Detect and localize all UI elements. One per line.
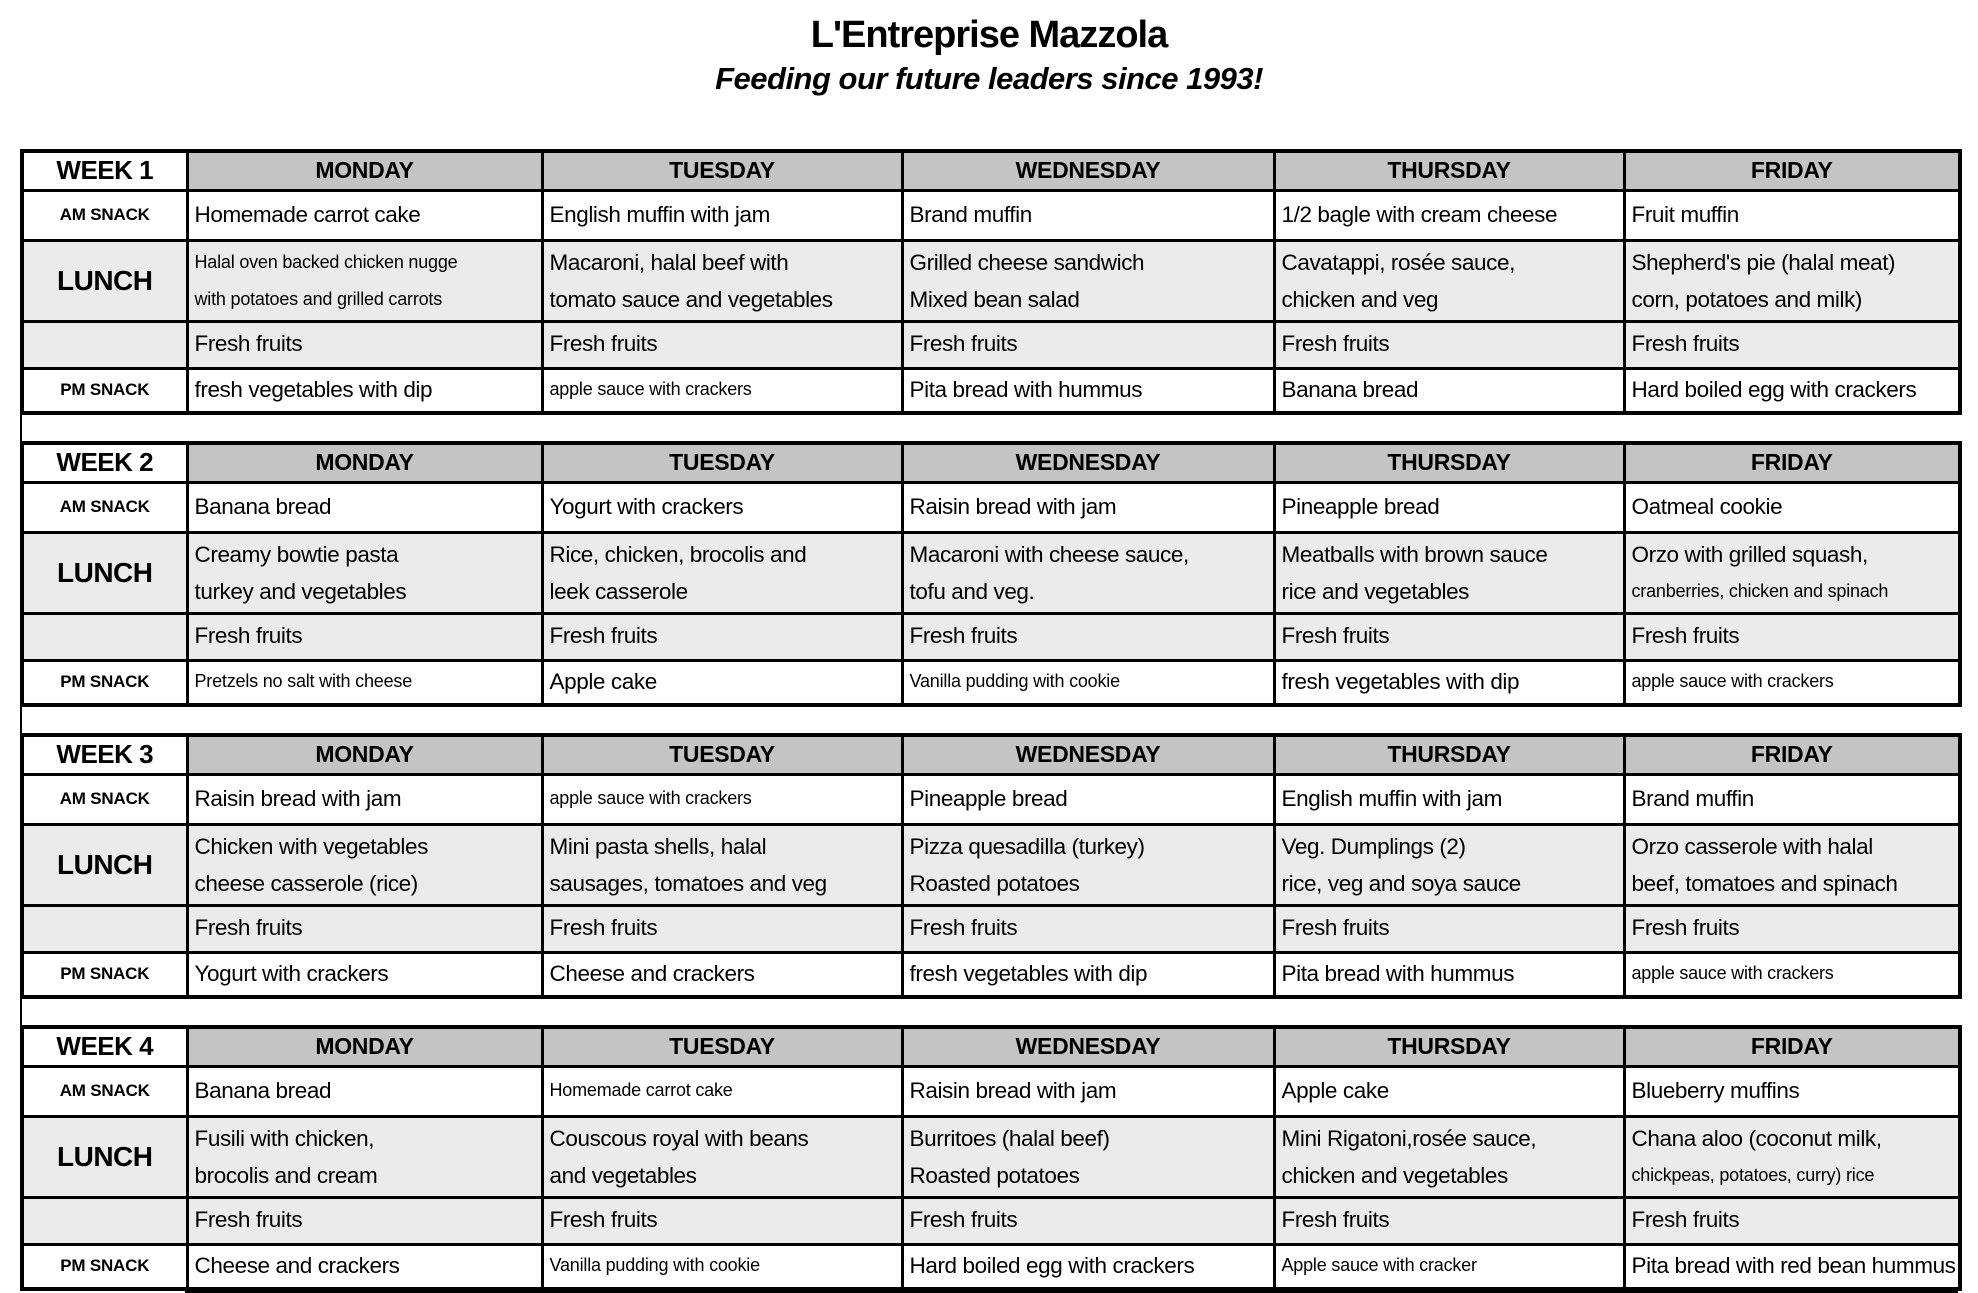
menu-item-text: Brand muffin — [1631, 785, 1754, 811]
menu-cell — [1624, 824, 1960, 905]
menu-row-pm — [22, 1244, 1960, 1289]
menu-cell — [1274, 321, 1624, 368]
day-header: FRIDAY — [1624, 443, 1960, 483]
menu-item-text: Shepherd's pie (halal meat) — [1631, 249, 1896, 275]
menu-item-text: Banana bread — [194, 493, 332, 519]
menu-cell — [542, 952, 902, 997]
menu-row-lunch — [22, 240, 1960, 321]
week-gap — [20, 707, 1960, 733]
menu-item-text: Couscous royal with beans — [549, 1125, 809, 1151]
menu-cell — [542, 482, 902, 532]
day-header: TUESDAY — [542, 151, 902, 191]
menu-cell — [1624, 1066, 1960, 1116]
menu-cell — [902, 1066, 1274, 1116]
menu-item-text: Hard boiled egg with crackers — [1631, 376, 1917, 402]
menu-cell — [1624, 532, 1960, 613]
menu-item-text: Fruit muffin — [1631, 201, 1739, 227]
menu-cell — [1624, 321, 1960, 368]
menu-cell — [902, 1116, 1274, 1197]
menu-item-text: Fresh fruits — [194, 1207, 303, 1233]
menu-item-text: apple sauce with crackers — [1631, 963, 1834, 984]
menu-item-text: English muffin with jam — [1281, 785, 1502, 811]
menu-cell — [1274, 952, 1624, 997]
menu-item-text: corn, potatoes and milk) — [1631, 286, 1863, 312]
menu-item-text: Raisin bread with jam — [194, 785, 402, 811]
menu-item-text: Fresh fruits — [1631, 623, 1740, 649]
menu-cell — [1624, 905, 1960, 952]
menu-item-text: rice, veg and soya sauce — [1281, 870, 1521, 896]
menu-row-am — [22, 1066, 1960, 1116]
menu-item-text: Orzo with grilled squash, — [1631, 541, 1868, 567]
menu-item-text: Blueberry muffins — [1631, 1077, 1800, 1103]
menu-item-text: Pretzels no salt with cheese — [194, 671, 413, 692]
menu-item-text: apple sauce with crackers — [549, 379, 752, 400]
menu-cell — [1624, 482, 1960, 532]
menu-item-text: Pineapple bread — [1281, 493, 1440, 519]
menu-cell — [542, 905, 902, 952]
menu-item-text: Fresh fruits — [1631, 331, 1740, 357]
menu-cell — [187, 824, 542, 905]
menu-item-text: Chicken with vegetables — [194, 833, 428, 859]
menu-item-text: Fresh fruits — [194, 331, 303, 357]
menu-cell — [902, 613, 1274, 660]
menu-item-text: Mixed bean salad — [909, 286, 1080, 312]
menu-item-text: Fresh fruits — [1281, 1207, 1390, 1233]
menu-item-text: Apple sauce with cracker — [1281, 1255, 1477, 1276]
menu-item-text: Creamy bowtie pasta — [194, 541, 399, 567]
menu-cell — [542, 1244, 902, 1289]
menu-cell — [902, 660, 1274, 705]
menu-item-text: Fresh fruits — [194, 623, 303, 649]
menu-cell — [902, 824, 1274, 905]
menu-cell — [902, 368, 1274, 413]
menu-item-text: rice and vegetables — [1281, 578, 1470, 604]
menu-cell — [1274, 1066, 1624, 1116]
grid-bottom-line — [185, 1291, 1958, 1293]
menu-cell — [902, 190, 1274, 240]
menu-item-text: chicken and vegetables — [1281, 1162, 1508, 1188]
row-label-fruit — [22, 613, 187, 660]
row-label-fruit — [22, 905, 187, 952]
menu-cell — [187, 1197, 542, 1244]
week-table — [20, 149, 1962, 415]
menu-row-fruit — [22, 321, 1960, 368]
menu-item-text: Roasted potatoes — [909, 1162, 1080, 1188]
menu-cell — [187, 1244, 542, 1289]
menu-cell — [1624, 190, 1960, 240]
row-label-fruit — [22, 1197, 187, 1244]
menu-item-text: apple sauce with crackers — [549, 788, 752, 809]
row-label-am: AM SNACK — [22, 190, 187, 240]
menu-cell — [1274, 613, 1624, 660]
menu-cell — [1624, 1197, 1960, 1244]
day-header: THURSDAY — [1274, 735, 1624, 775]
menu-cell — [1274, 368, 1624, 413]
menu-item-text: Brand muffin — [909, 201, 1032, 227]
day-header: THURSDAY — [1274, 1027, 1624, 1067]
menu-item-text: Banana bread — [1281, 376, 1419, 402]
menu-row-lunch — [22, 532, 1960, 613]
menu-item-text: Fresh fruits — [909, 915, 1018, 941]
menu-item-text: Banana bread — [194, 1077, 332, 1103]
menu-item-text: Fresh fruits — [549, 915, 658, 941]
menu-item-text: Oatmeal cookie — [1631, 493, 1783, 519]
page-subtitle: Feeding our future leaders since 1993! — [715, 60, 1263, 96]
menu-cell — [1274, 240, 1624, 321]
menu-cell — [1274, 1116, 1624, 1197]
menu-item-text: Fresh fruits — [1281, 915, 1390, 941]
day-header: WEDNESDAY — [902, 151, 1274, 191]
menu-row-pm — [22, 660, 1960, 705]
menu-cell — [187, 905, 542, 952]
menu-item-text: tomato sauce and vegetables — [549, 286, 833, 312]
menu-item-text: leek casserole — [549, 578, 688, 604]
menu-item-text: Roasted potatoes — [909, 870, 1080, 896]
menu-row-pm — [22, 368, 1960, 413]
menu-item-text: Fresh fruits — [549, 1207, 658, 1233]
day-header: TUESDAY — [542, 735, 902, 775]
menu-row-am — [22, 482, 1960, 532]
menu-cell — [1274, 532, 1624, 613]
day-header: TUESDAY — [542, 443, 902, 483]
row-label-lunch: LUNCH — [22, 1116, 187, 1197]
day-header: TUESDAY — [542, 1027, 902, 1067]
menu-cell — [902, 952, 1274, 997]
menu-row-fruit — [22, 613, 1960, 660]
menu-cell — [1624, 1116, 1960, 1197]
week-label: WEEK 1 — [22, 151, 187, 191]
menu-cell — [1624, 240, 1960, 321]
menu-cell — [902, 1244, 1274, 1289]
page-header — [0, 0, 1978, 97]
menu-item-text: beef, tomatoes and spinach — [1631, 870, 1898, 896]
menu-item-text: Fusili with chicken, — [194, 1125, 375, 1151]
menu-item-text: Veg. Dumplings (2) — [1281, 833, 1466, 859]
row-label-am: AM SNACK — [22, 774, 187, 824]
menu-item-text: Grilled cheese sandwich — [909, 249, 1145, 275]
day-header: MONDAY — [187, 443, 542, 483]
menu-cell — [187, 1066, 542, 1116]
page-title: L'Entreprise Mazzola — [810, 14, 1168, 56]
menu-cell — [1274, 1244, 1624, 1289]
menu-item-text: Fresh fruits — [1281, 331, 1390, 357]
menu-item-text: Pita bread with red bean hummus — [1631, 1252, 1956, 1278]
menu-item-text: Pita bread with hummus — [909, 376, 1143, 402]
day-header: THURSDAY — [1274, 151, 1624, 191]
menu-cell — [187, 321, 542, 368]
menu-cell — [187, 1116, 542, 1197]
menu-item-text: Fresh fruits — [1281, 623, 1390, 649]
menu-item-text: Fresh fruits — [549, 623, 658, 649]
week-label: WEEK 2 — [22, 443, 187, 483]
menu-item-text: and vegetables — [549, 1162, 697, 1188]
menu-item-text: Burritoes (halal beef) — [909, 1125, 1110, 1151]
menu-cell — [1624, 660, 1960, 705]
menu-item-text: Raisin bread with jam — [909, 493, 1117, 519]
menu-cell — [542, 824, 902, 905]
menu-item-text: Cheese and crackers — [194, 1252, 400, 1278]
week-table — [20, 733, 1962, 999]
row-label-fruit — [22, 321, 187, 368]
day-header: MONDAY — [187, 151, 542, 191]
menu-item-text: Fresh fruits — [1631, 1207, 1740, 1233]
menu-item-text: fresh vegetables with dip — [194, 376, 433, 402]
menu-item-text: Mini pasta shells, halal — [549, 833, 767, 859]
day-header: THURSDAY — [1274, 443, 1624, 483]
menu-item-text: brocolis and cream — [194, 1162, 378, 1188]
menu-item-text: Fresh fruits — [909, 623, 1018, 649]
row-label-am: AM SNACK — [22, 482, 187, 532]
menu-row-fruit — [22, 1197, 1960, 1244]
row-label-pm: PM SNACK — [22, 1244, 187, 1289]
menu-cell — [1274, 482, 1624, 532]
menu-cell — [1274, 905, 1624, 952]
week-gap — [20, 999, 1960, 1025]
menu-item-text: Homemade carrot cake — [549, 1080, 733, 1101]
menu-cell — [187, 532, 542, 613]
menu-cell — [1624, 613, 1960, 660]
day-header: WEDNESDAY — [902, 735, 1274, 775]
menu-cell — [1624, 774, 1960, 824]
menu-cell — [902, 532, 1274, 613]
menu-item-text: Mini Rigatoni,rosée sauce, — [1281, 1125, 1537, 1151]
menu-cell — [187, 240, 542, 321]
menu-item-text: Fresh fruits — [909, 1207, 1018, 1233]
day-header: MONDAY — [187, 735, 542, 775]
day-header: MONDAY — [187, 1027, 542, 1067]
menu-cell — [902, 482, 1274, 532]
menu-item-text: Apple cake — [549, 668, 657, 694]
day-header: WEDNESDAY — [902, 443, 1274, 483]
day-header: FRIDAY — [1624, 151, 1960, 191]
menu-item-text: tofu and veg. — [909, 578, 1035, 604]
row-label-lunch: LUNCH — [22, 532, 187, 613]
row-label-pm: PM SNACK — [22, 368, 187, 413]
menu-row-fruit — [22, 905, 1960, 952]
week-gap — [20, 415, 1960, 441]
menu-item-text: Vanilla pudding with cookie — [909, 671, 1120, 692]
menu-item-text: Cheese and crackers — [549, 960, 755, 986]
menu-item-text: 1/2 bagle with cream cheese — [1281, 201, 1558, 227]
menu-item-text: Macaroni, halal beef with — [549, 249, 789, 275]
menu-row-lunch — [22, 824, 1960, 905]
menu-cell — [187, 190, 542, 240]
menu-cell — [542, 190, 902, 240]
menu-cell — [187, 952, 542, 997]
menu-cell — [902, 321, 1274, 368]
row-label-lunch: LUNCH — [22, 240, 187, 321]
menu-cell — [1274, 190, 1624, 240]
menu-cell — [542, 532, 902, 613]
menu-cell — [542, 613, 902, 660]
menu-item-text: Pita bread with hummus — [1281, 960, 1515, 986]
menu-item-text: Fresh fruits — [194, 915, 303, 941]
menu-cell — [187, 613, 542, 660]
menu-item-text: Fresh fruits — [549, 331, 658, 357]
menu-cell — [187, 368, 542, 413]
menu-cell — [1274, 824, 1624, 905]
row-label-lunch: LUNCH — [22, 824, 187, 905]
day-header: FRIDAY — [1624, 1027, 1960, 1067]
menu-item-text: fresh vegetables with dip — [1281, 668, 1520, 694]
menu-item-text: Macaroni with cheese sauce, — [909, 541, 1189, 567]
menu-cell — [902, 1197, 1274, 1244]
menu-item-text: fresh vegetables with dip — [909, 960, 1148, 986]
menu-item-text: Fresh fruits — [909, 331, 1018, 357]
menu-cell — [902, 905, 1274, 952]
menu-cell — [187, 660, 542, 705]
menu-item-text: Chana aloo (coconut milk, — [1631, 1125, 1882, 1151]
menu-item-text: with potatoes and grilled carrots — [194, 288, 443, 309]
menu-item-text: English muffin with jam — [549, 201, 770, 227]
menu-row-lunch — [22, 1116, 1960, 1197]
menu-cell — [542, 321, 902, 368]
menu-item-text: cheese casserole (rice) — [194, 870, 418, 896]
menu-cell — [187, 774, 542, 824]
menu-tables — [20, 149, 1958, 1293]
menu-cell — [542, 660, 902, 705]
week-header-row — [22, 1027, 1960, 1067]
menu-item-text: Fresh fruits — [1631, 915, 1740, 941]
menu-row-am — [22, 190, 1960, 240]
week-header-row — [22, 443, 1960, 483]
menu-item-text: chicken and veg — [1281, 286, 1439, 312]
menu-item-text: Homemade carrot cake — [194, 201, 421, 227]
menu-item-text: Vanilla pudding with cookie — [549, 1255, 760, 1276]
menu-cell — [542, 368, 902, 413]
menu-cell — [1274, 660, 1624, 705]
menu-cell — [542, 774, 902, 824]
menu-item-text: apple sauce with crackers — [1631, 671, 1834, 692]
menu-item-text: Pineapple bread — [909, 785, 1068, 811]
menu-cell — [542, 1197, 902, 1244]
menu-cell — [902, 240, 1274, 321]
week-label: WEEK 4 — [22, 1027, 187, 1067]
week-header-row — [22, 735, 1960, 775]
week-table — [20, 1025, 1962, 1291]
menu-item-text: Rice, chicken, brocolis and — [549, 541, 807, 567]
row-label-pm: PM SNACK — [22, 660, 187, 705]
menu-item-text: Hard boiled egg with crackers — [909, 1252, 1195, 1278]
day-header: WEDNESDAY — [902, 1027, 1274, 1067]
menu-item-text: cranberries, chicken and spinach — [1631, 580, 1889, 601]
menu-row-am — [22, 774, 1960, 824]
menu-item-text: turkey and vegetables — [194, 578, 407, 604]
menu-cell — [1274, 1197, 1624, 1244]
menu-item-text: Cavatappi, rosée sauce, — [1281, 249, 1515, 275]
menu-item-text: Pizza quesadilla (turkey) — [909, 833, 1145, 859]
menu-item-text: sausages, tomatoes and veg — [549, 870, 827, 896]
menu-item-text: chickpeas, potatoes, curry) rice — [1631, 1164, 1875, 1185]
menu-item-text: Apple cake — [1281, 1077, 1389, 1103]
menu-cell — [1624, 368, 1960, 413]
menu-row-pm — [22, 952, 1960, 997]
menu-cell — [1624, 952, 1960, 997]
day-header: FRIDAY — [1624, 735, 1960, 775]
row-label-am: AM SNACK — [22, 1066, 187, 1116]
menu-cell — [1624, 1244, 1960, 1289]
week-header-row — [22, 151, 1960, 191]
menu-cell — [1274, 774, 1624, 824]
menu-cell — [542, 1116, 902, 1197]
menu-cell — [542, 1066, 902, 1116]
week-table — [20, 441, 1962, 707]
row-label-pm: PM SNACK — [22, 952, 187, 997]
menu-cell — [542, 240, 902, 321]
menu-item-text: Halal oven backed chicken nugge — [194, 251, 458, 272]
menu-cell — [187, 482, 542, 532]
menu-item-text: Raisin bread with jam — [909, 1077, 1117, 1103]
menu-item-text: Yogurt with crackers — [549, 493, 744, 519]
menu-cell — [902, 774, 1274, 824]
menu-item-text: Orzo casserole with halal — [1631, 833, 1873, 859]
menu-item-text: Yogurt with crackers — [194, 960, 389, 986]
menu-item-text: Meatballs with brown sauce — [1281, 541, 1548, 567]
week-label: WEEK 3 — [22, 735, 187, 775]
